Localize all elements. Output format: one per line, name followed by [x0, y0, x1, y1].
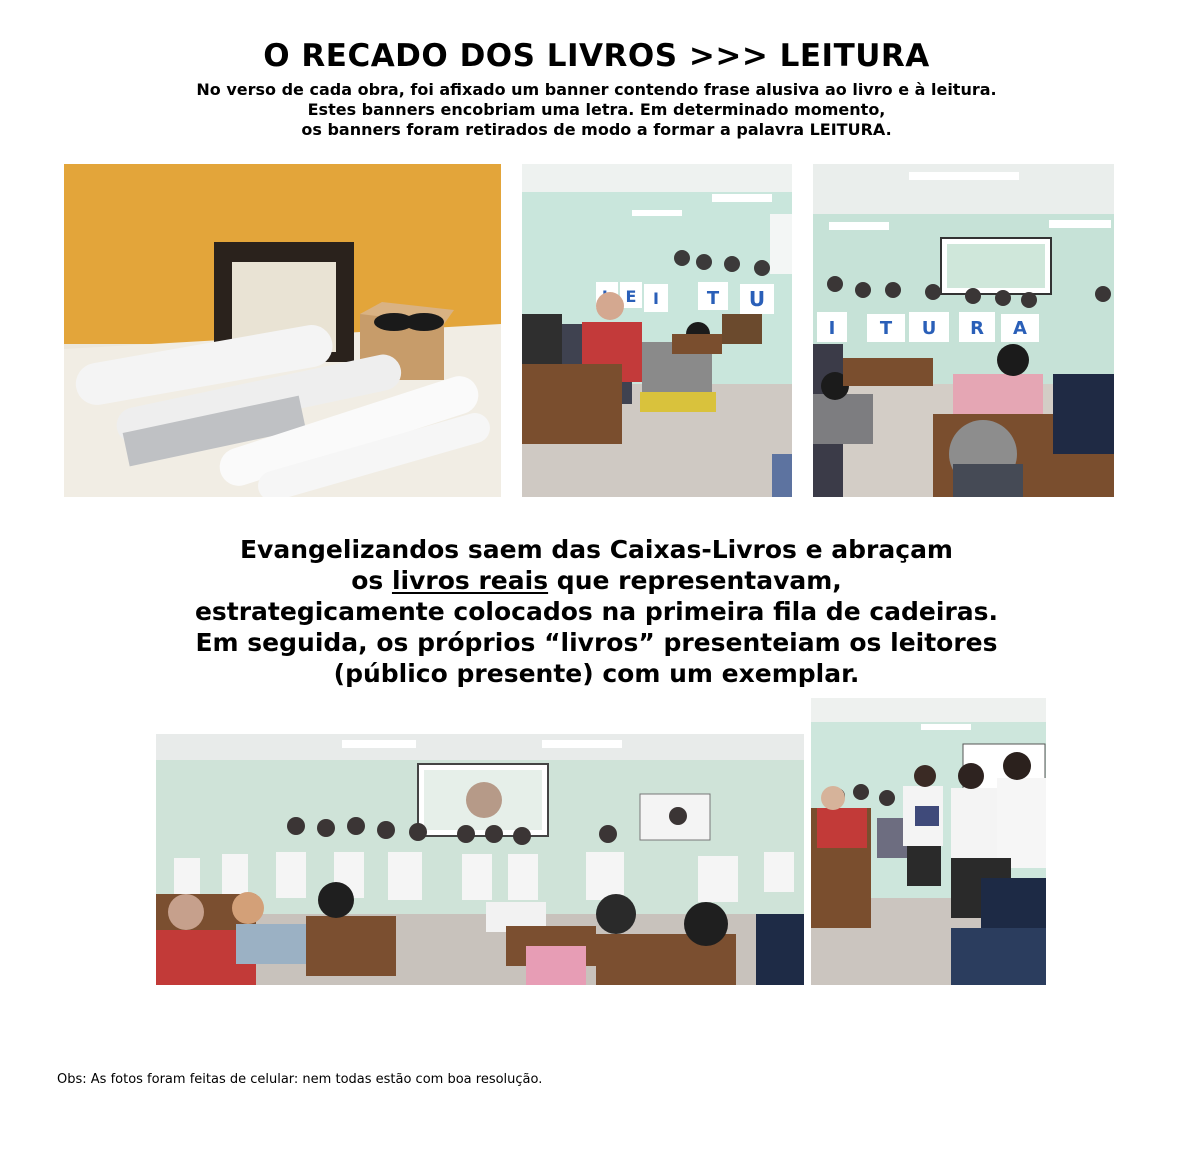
banner-letter: U: [921, 318, 937, 339]
photo-audience-itura: [813, 164, 1114, 497]
banner-letter: T: [706, 288, 720, 309]
caption-text: [0, 534, 1193, 689]
caption-line: Em seguida, os próprios “livros” presenteiam os leitores: [195, 628, 998, 657]
caption-line: estrategicamente colocados na primeira fila de cadeiras.: [194, 597, 999, 626]
photo-books-gift: [811, 698, 1046, 985]
intro-text: [0, 80, 1193, 140]
photo-rolled-banners: [64, 164, 501, 497]
banner-letter: R: [970, 318, 984, 339]
banner-letter: U: [748, 287, 766, 311]
intro-line: No verso de cada obra, foi afixado um banner contendo frase alusiva ao livro e à leitura.: [196, 80, 997, 99]
caption-line: Evangelizandos saem das Caixas-Livros e abraçam: [239, 535, 953, 564]
banner-letter: I: [653, 289, 659, 308]
banner-letter: I: [828, 318, 836, 339]
caption-fragment: os: [351, 566, 392, 595]
caption-line: [0, 565, 1193, 596]
photo-audience-leitu: [522, 164, 792, 497]
banner-letter: A: [1013, 318, 1027, 339]
page-title: O RECADO DOS LIVROS >>> LEITURA: [263, 38, 930, 74]
photo-hall-performers: [156, 734, 804, 985]
footer-note: Obs: As fotos foram feitas de celular: nem todas estão com boa resolução.: [57, 1072, 543, 1087]
intro-line: os banners foram retirados de modo a formar a palavra LEITURA.: [301, 120, 892, 139]
intro-line: Estes banners encobriam uma letra. Em determinado momento,: [307, 100, 886, 119]
livros-reais-underlined: livros reais: [391, 566, 549, 595]
caption-line: (público presente) com um exemplar.: [333, 659, 860, 688]
banner-letter: T: [879, 318, 893, 339]
caption-fragment: que representavam,: [548, 566, 842, 595]
banner-letter: E: [625, 287, 637, 306]
